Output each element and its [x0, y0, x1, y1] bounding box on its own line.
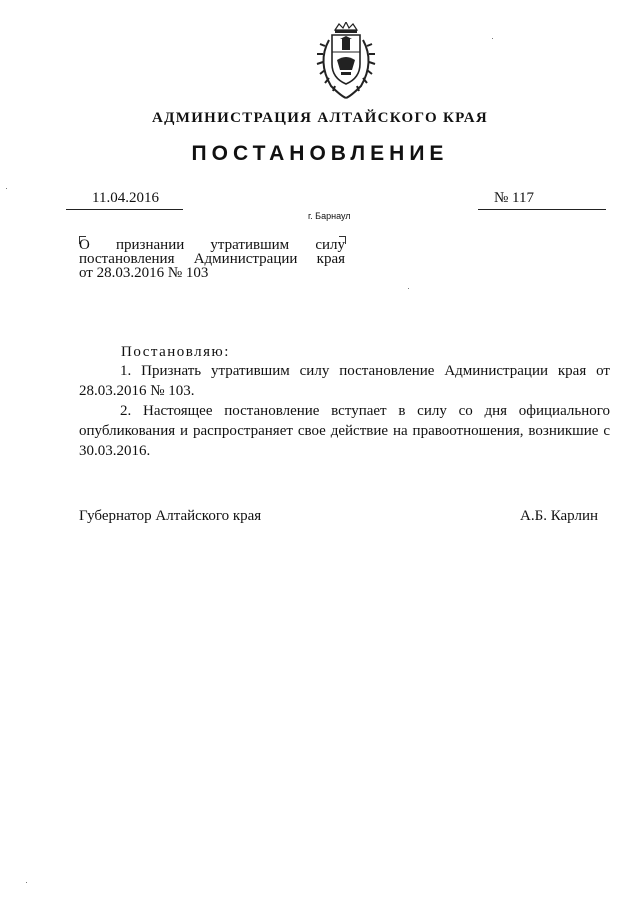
- subject-line-3: от 28.03.2016 № 103: [79, 265, 209, 281]
- scan-speck: [6, 188, 7, 189]
- document-date: 11.04.2016: [92, 190, 159, 206]
- decree-item-2: 2. Настоящее постановление вступает в силу со дня официального опубликования и распространяет свое действие на правоотношения, возникшие с 30.03.2016.: [79, 403, 610, 459]
- scan-speck: [26, 882, 27, 883]
- subject-line-1: О признании утратившим силу: [79, 237, 345, 253]
- document-type-title: ПОСТАНОВЛЕНИЕ: [191, 142, 449, 165]
- signer-position: Губернатор Алтайского края: [79, 508, 262, 524]
- scan-speck: [408, 288, 409, 289]
- signer-name: А.Б. Карлин: [520, 508, 599, 524]
- coat-of-arms-emblem: [311, 22, 381, 102]
- subject-line-2: постановления Администрации края: [79, 251, 345, 267]
- decree-item-1: 1. Признать утратившим силу постановление Администрации края от 28.03.2016 № 103.: [79, 363, 610, 399]
- decree-word: Постановляю:: [121, 344, 230, 360]
- subject-block: [79, 238, 345, 280]
- organization-title: АДМИНИСТРАЦИЯ АЛТАЙСКОГО КРАЯ: [152, 110, 488, 126]
- document-number: № 117: [494, 190, 535, 206]
- scan-speck: [492, 38, 493, 39]
- body-text: [79, 361, 610, 461]
- city-label: г. Барнаул: [308, 211, 351, 221]
